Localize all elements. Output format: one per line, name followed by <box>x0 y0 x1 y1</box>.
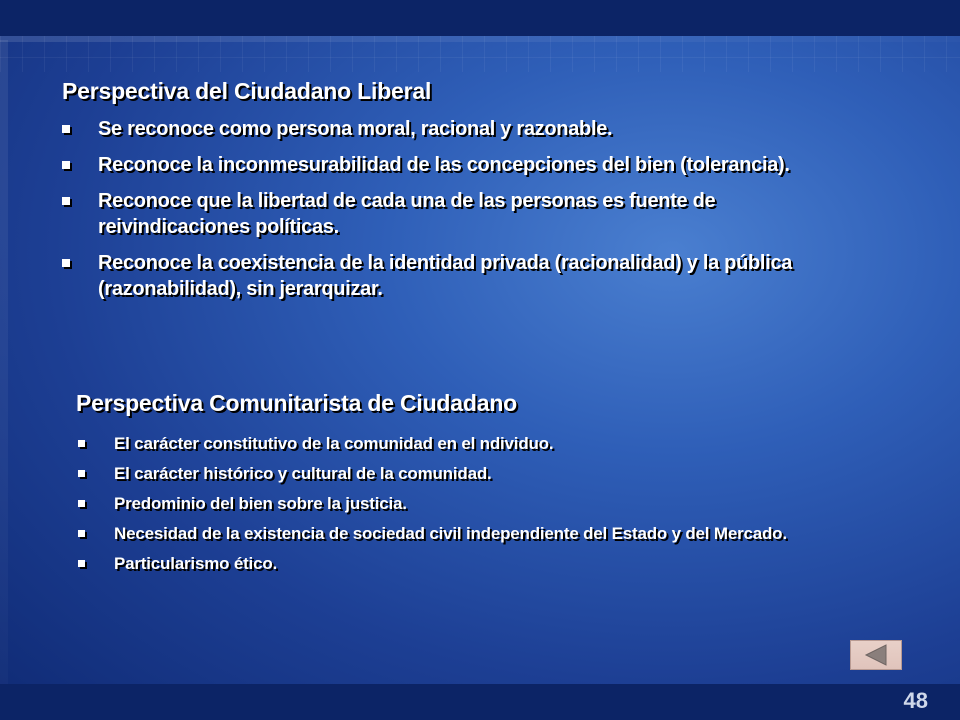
list-item <box>60 188 820 240</box>
list-item-text: El carácter histórico y cultural de la comunidad. <box>114 464 492 483</box>
decorative-strip <box>0 36 960 42</box>
list-item <box>60 250 820 302</box>
square-bullet-icon <box>62 161 70 169</box>
square-bullet-icon <box>78 530 85 537</box>
left-edge-decoration <box>0 40 8 700</box>
list-item-text: Particularismo ético. <box>114 554 278 573</box>
square-bullet-icon <box>78 440 85 447</box>
comunitarista-section-title: Perspectiva Comunitarista de Ciudadano <box>76 390 518 416</box>
square-bullet-icon <box>78 470 85 477</box>
list-item <box>60 152 820 178</box>
liberal-bullet-list <box>60 116 820 312</box>
list-item-text: Predominio del bien sobre la justicia. <box>114 494 407 513</box>
square-bullet-icon <box>78 500 85 507</box>
square-bullet-icon <box>78 560 85 567</box>
list-item-text: Reconoce que la libertad de cada una de las personas es fuente de reivindicaciones políticas. <box>98 190 716 238</box>
list-item-text: Necesidad de la existencia de sociedad civil independiente del Estado y del Mercado. <box>114 524 787 543</box>
triangle-left-icon <box>851 641 901 669</box>
square-bullet-icon <box>62 125 70 133</box>
top-bar <box>0 0 960 36</box>
list-item <box>76 432 836 455</box>
list-item <box>76 492 836 515</box>
liberal-section-title: Perspectiva del Ciudadano Liberal <box>62 78 432 104</box>
page-number: 48 <box>903 688 928 713</box>
list-item <box>76 522 836 545</box>
list-item <box>60 116 820 142</box>
list-item-text: Reconoce la coexistencia de la identidad privada (racionalidad) y la pública (razonabilidad), sin jerarquizar. <box>98 252 793 300</box>
square-bullet-icon <box>62 197 70 205</box>
bottom-bar <box>0 684 960 720</box>
list-item <box>76 462 836 485</box>
comunitarista-bullet-list <box>76 432 836 582</box>
list-item-text: Se reconoce como persona moral, racional y razonable. <box>98 118 613 140</box>
list-item-text: Reconoce la inconmesurabilidad de las concepciones del bien (tolerancia). <box>98 154 790 176</box>
back-button[interactable] <box>850 640 902 670</box>
list-item <box>76 552 836 575</box>
list-item-text: El carácter constitutivo de la comunidad en el ndividuo. <box>114 434 554 453</box>
square-bullet-icon <box>62 259 70 267</box>
